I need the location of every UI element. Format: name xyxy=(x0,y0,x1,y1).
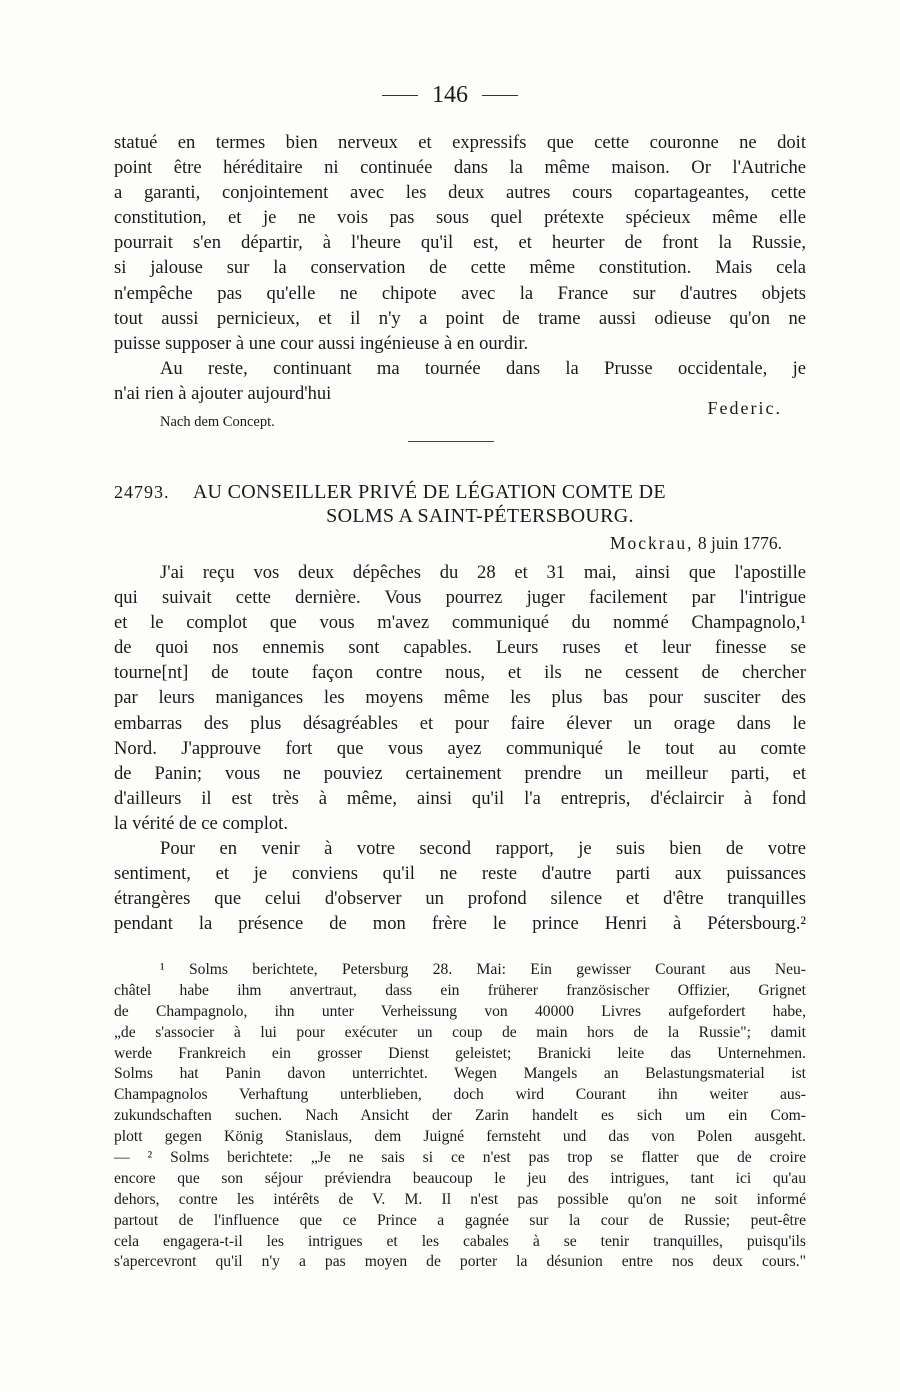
continuation-text xyxy=(114,130,806,406)
footnote-line: „de s'associer à lui pour exécuter un coup de main hors de la Russie"; damit xyxy=(114,1023,806,1041)
text-line: de Panin; vous ne pouviez certainement prendre un meilleur parti, et xyxy=(114,762,806,784)
text-line: de quoi nos ennemis sont capables. Leurs ruses et leur finesse se xyxy=(114,637,806,659)
heading-title-1: AU CONSEILLER PRIVÉ DE LÉGATION COMTE DE xyxy=(192,481,666,503)
text-line: qui suivait cette dernière. Vous pourrez juger facilement par l'intrigue xyxy=(114,587,806,609)
footnote-line: ¹ Solms berichtete, Petersburg 28. Mai: Ein gewisser Courant aus Neu- xyxy=(160,961,806,978)
footnote-line: partout de l'influence que ce Prince a gagnée sur la cour de Russie; peut-être xyxy=(114,1211,806,1229)
letter-dateline xyxy=(610,533,782,554)
footnote-line: de Champagnolo, ihn unter Verheissung von 40000 Livres aufgefordert habe, xyxy=(114,1002,806,1020)
text-line: pendant la présence de mon frère le prince Henri à Pétersbourg.² xyxy=(114,913,806,935)
text-line: point être héréditaire ni continuée dans la même maison. Or l'Autriche xyxy=(114,157,806,179)
footnote-line: encore que son séjour préviendra beaucoup le jeu des intrigues, tant ici qu'au xyxy=(114,1169,806,1187)
letter-number: 24793. xyxy=(114,482,170,502)
text-line: Nord. J'approuve fort que vous ayez communiqué le tout au comte xyxy=(114,737,806,759)
text-line: n'ai rien à ajouter aujourd'hui xyxy=(114,382,332,404)
footnote-line: dehors, contre les intérêts de V. M. Il n'est pas possible qu'on ne soit informé xyxy=(114,1190,806,1208)
concept-note: Nach dem Concept. xyxy=(160,414,275,430)
text-line: puisse supposer à une cour aussi ingénieuse à en ourdir. xyxy=(114,332,529,354)
footnote-line: zukundschaften suchen. Nach Ansicht der Zarin handelt es sich um ein Com- xyxy=(114,1107,806,1125)
text-line: et le complot que vous m'avez communiqué du nommé Champagnolo,¹ xyxy=(114,612,806,634)
text-line: Pour en venir à votre second rapport, je suis bien de votre xyxy=(160,838,806,860)
footnote-line: s'apercevront qu'il n'y a pas moyen de porter la désunion entre nos deux cours." xyxy=(114,1253,806,1271)
footnote-line: châtel habe ihm anvertraut, dass ein früherer französischer Offizier, Grignet xyxy=(114,981,806,999)
page-number: 146 xyxy=(432,82,468,108)
text-line: n'empêche pas qu'elle ne chipote avec la France sur d'autres objets xyxy=(114,282,806,304)
text-line: la vérité de ce complot. xyxy=(114,812,288,834)
text-line: a garanti, conjointement avec les deux autres cours copartageantes, cette xyxy=(114,182,806,204)
text-line: d'ailleurs il est très à même, ainsi qu'il l'a entrepris, d'éclaircir à fond xyxy=(114,787,806,809)
letter-heading xyxy=(114,480,806,528)
footnote-line: Champagnolos Verhaftung unterblieben, doch wird Courant ihn weiter aus- xyxy=(114,1086,806,1104)
text-line: étrangères que celui d'observer un profond silence et d'être tranquilles xyxy=(114,888,806,910)
text-line: sentiment, et je conviens qu'il ne reste d'autre parti aux puissances xyxy=(114,863,806,885)
text-line: J'ai reçu vos deux dépêches du 28 et 31 mai, ainsi que l'apostille xyxy=(160,562,806,583)
footnote-line: werde Frankreich ein grosser Dienst geleistet; Branicki leite das Unternehmen. xyxy=(114,1044,806,1062)
text-line: statué en termes bien nerveux et expressifs que cette couronne ne doit xyxy=(114,132,806,153)
heading-title-2: SOLMS A SAINT-PÉTERSBOURG. xyxy=(326,505,634,527)
footnote-line: cela engagera-t-il les intrigues et les cabales à se tenir tranquilles, puisqu'ils xyxy=(114,1232,806,1250)
section-divider xyxy=(408,441,494,442)
text-line: embarras des plus désagréables et pour faire élever un orage dans le xyxy=(114,712,806,734)
text-line: tout aussi pernicieux, et il n'y a point de trame aussi odieuse qu'on ne xyxy=(114,307,806,329)
footnotes xyxy=(114,960,806,1273)
letter-body xyxy=(114,560,806,936)
dateline-place: Mockrau, xyxy=(609,533,694,553)
text-line: si jalouse sur la conservation de cette même constitution. Mais cela xyxy=(114,257,806,279)
footnote-line: — ² Solms berichtete: „Je ne sais si ce n'est pas trop se flatter que de croire xyxy=(114,1149,806,1167)
text-line: Au reste, continuant ma tournée dans la Prusse occidentale, je xyxy=(160,357,806,379)
page-header xyxy=(0,82,900,109)
footnote-line: plott gegen König Stanislaus, dem Juigné fernsteht und das von Polen ausgeht. xyxy=(114,1128,806,1146)
text-line: pourrait s'en départir, à l'heure qu'il est, et heurter de front la Russie, xyxy=(114,232,806,254)
heading-line-1 xyxy=(114,480,806,504)
text-line: tourne[nt] de toute façon contre nous, et ils ne cessent de chercher xyxy=(114,662,806,684)
signature: Federic. xyxy=(707,398,782,418)
header-rule-left xyxy=(382,95,418,96)
footnote-line: Solms hat Panin davon unterrichtet. Wegen Mangels an Belastungsmaterial ist xyxy=(114,1065,806,1083)
dateline-date: 8 juin 1776. xyxy=(697,533,782,553)
header-rule-right xyxy=(482,95,518,96)
text-line: constitution, et je ne vois pas sous quel prétexte spécieux même elle xyxy=(114,207,806,229)
text-line: par leurs manigances les moyens même les plus bas pour susciter des xyxy=(114,687,806,709)
